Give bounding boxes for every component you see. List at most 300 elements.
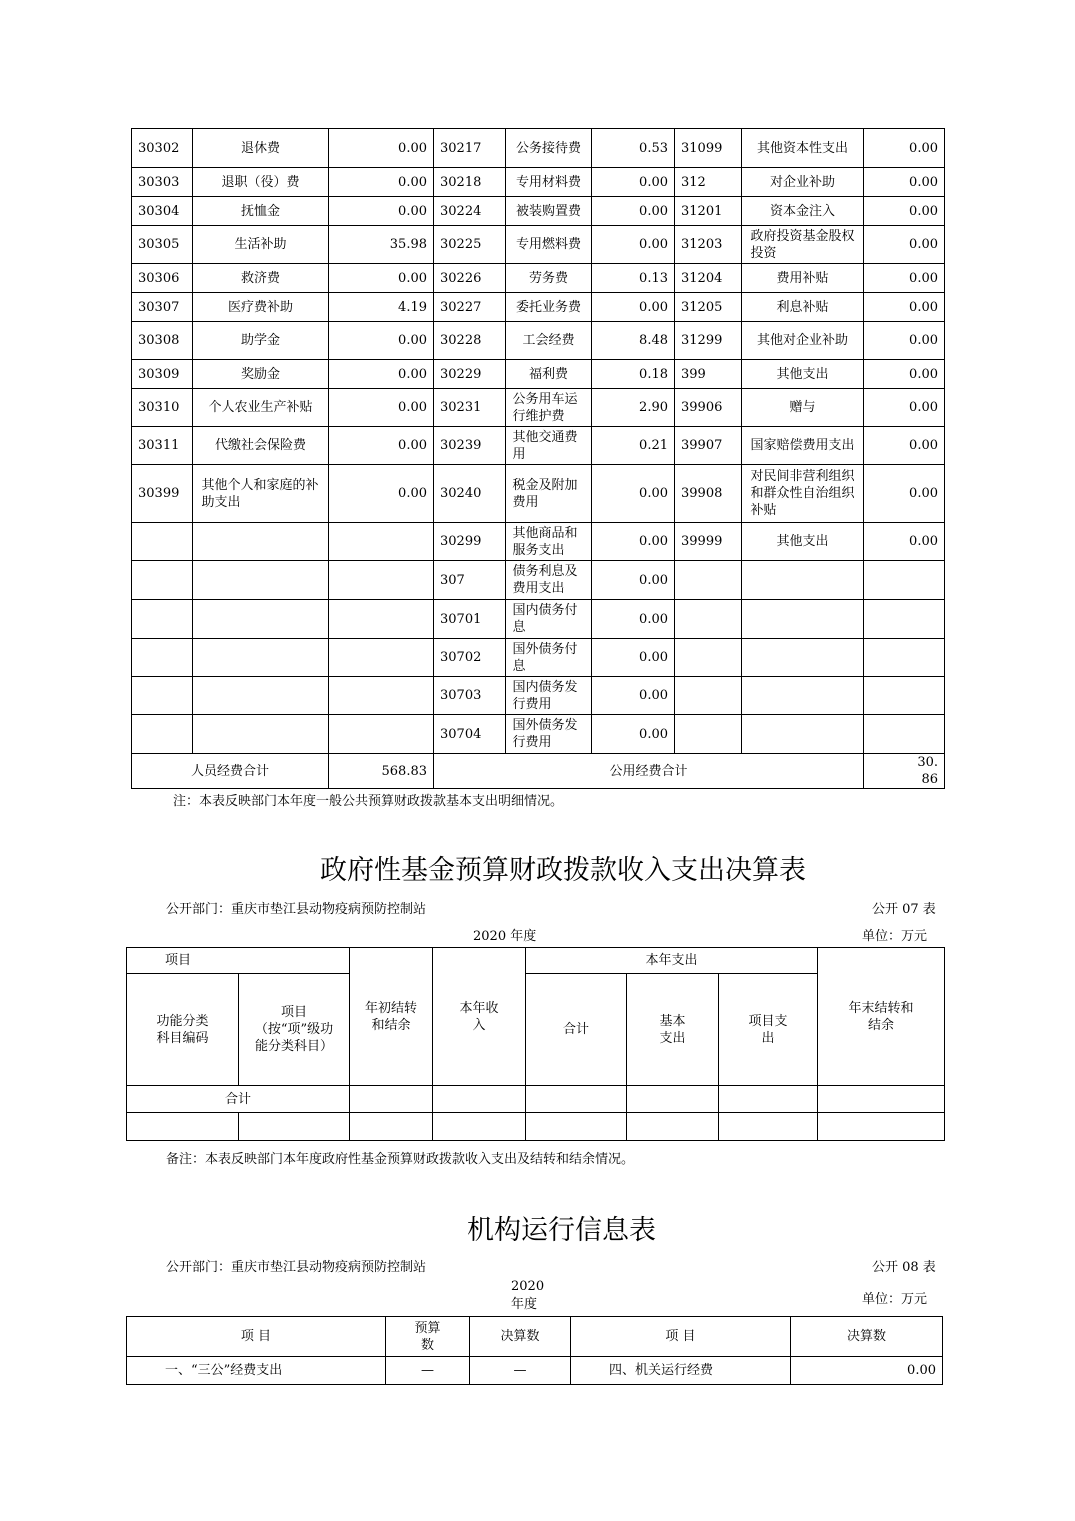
fund-empty-row bbox=[127, 1113, 945, 1141]
fund-h-income-text: 本年收入 bbox=[459, 1000, 499, 1033]
cell-text: 利息补贴 bbox=[776, 299, 829, 315]
cell-text: 0.18 bbox=[639, 366, 668, 382]
cell-text: 0.00 bbox=[909, 400, 938, 415]
cell-amount-2 bbox=[592, 264, 675, 293]
cell-text: 30309 bbox=[138, 366, 180, 382]
cell-text: 公务接待费 bbox=[515, 140, 581, 156]
fund-header-row-1 bbox=[127, 948, 945, 974]
cell-text: 奖励金 bbox=[240, 366, 280, 382]
cell-text: 30704 bbox=[440, 726, 482, 742]
cell-text: 0.00 bbox=[639, 486, 668, 501]
cell-amount-1 bbox=[329, 129, 434, 168]
cell-amount-3 bbox=[864, 293, 945, 322]
cell-text: 0.00 bbox=[639, 174, 668, 190]
org-row bbox=[127, 1357, 943, 1385]
cell-text: 30306 bbox=[138, 270, 180, 286]
cell-code-1 bbox=[132, 639, 193, 677]
cell-text: 医疗费补助 bbox=[227, 299, 293, 315]
cell-name-1 bbox=[193, 677, 329, 715]
cell-amount-2 bbox=[592, 427, 675, 465]
cell-name-2 bbox=[506, 639, 592, 677]
cell-name-3 bbox=[742, 715, 864, 754]
cell-text: 0.00 bbox=[639, 611, 668, 627]
fund-cell bbox=[818, 1113, 945, 1141]
cell-text: 其他个人和家庭的补助支出 bbox=[201, 477, 319, 510]
cell-code-3 bbox=[675, 129, 742, 168]
cell-text: 30310 bbox=[138, 400, 180, 415]
cell-text: 30229 bbox=[440, 366, 482, 382]
cell-code-2 bbox=[434, 465, 506, 523]
cell-text: 国内债务付息 bbox=[512, 603, 578, 635]
cell-name-3 bbox=[742, 389, 864, 427]
fund-cell bbox=[818, 1086, 945, 1113]
cell-text: 0.00 bbox=[639, 650, 668, 665]
cell-name-1 bbox=[193, 523, 329, 561]
cell-code-3 bbox=[675, 226, 742, 264]
cell-name-1 bbox=[193, 427, 329, 465]
org-r1-budget: — bbox=[386, 1357, 470, 1385]
cell-text: 39908 bbox=[681, 486, 723, 501]
cell-amount-1 bbox=[329, 226, 434, 264]
cell-amount-1 bbox=[329, 523, 434, 561]
cell-amount-3 bbox=[864, 465, 945, 523]
cell-name-2 bbox=[506, 264, 592, 293]
cell-text: 30302 bbox=[138, 140, 180, 156]
cell-text: 其他交通费用 bbox=[512, 429, 578, 462]
cell-amount-3 bbox=[864, 639, 945, 677]
cell-amount-1 bbox=[329, 639, 434, 677]
fund-cell bbox=[526, 1086, 627, 1113]
cell-code-1 bbox=[132, 465, 193, 523]
cell-code-1 bbox=[132, 129, 193, 168]
cell-text: 被装购置费 bbox=[515, 203, 581, 219]
cell-code-2 bbox=[434, 129, 506, 168]
cell-text: 0.00 bbox=[909, 270, 938, 286]
cell-text: 30311 bbox=[138, 438, 180, 453]
cell-text: 307 bbox=[440, 572, 465, 588]
cell-text: 0.00 bbox=[909, 366, 938, 382]
cell-amount-1 bbox=[329, 322, 434, 360]
cell-text: 资本金注入 bbox=[769, 203, 835, 219]
cell-text: 0.00 bbox=[398, 366, 427, 382]
cell-text: 31204 bbox=[681, 270, 723, 286]
fund-h-item: 项目 bbox=[127, 948, 350, 974]
cell-text: 30239 bbox=[440, 438, 482, 453]
table-row bbox=[132, 427, 945, 465]
cell-name-2 bbox=[506, 129, 592, 168]
cell-text: 退休费 bbox=[240, 140, 280, 156]
cell-amount-2 bbox=[592, 226, 675, 264]
cell-name-2 bbox=[506, 293, 592, 322]
cell-name-2 bbox=[506, 715, 592, 754]
fund-cell bbox=[719, 1086, 818, 1113]
fund-h-expense: 本年支出 bbox=[526, 948, 818, 974]
cell-text: 30305 bbox=[138, 237, 180, 252]
cell-text: 4.19 bbox=[398, 299, 427, 315]
cell-name-1 bbox=[193, 264, 329, 293]
cell-name-3 bbox=[742, 226, 864, 264]
cell-text: 赠与 bbox=[789, 400, 816, 415]
cell-code-3 bbox=[675, 322, 742, 360]
cell-text: 0.00 bbox=[639, 572, 668, 588]
cell-code-2 bbox=[434, 715, 506, 754]
cell-name-1 bbox=[193, 639, 329, 677]
cell-code-2 bbox=[434, 293, 506, 322]
cell-code-3 bbox=[675, 293, 742, 322]
cell-name-2 bbox=[506, 226, 592, 264]
cell-amount-3 bbox=[864, 561, 945, 600]
cell-text: 0.00 bbox=[398, 203, 427, 219]
cell-name-1 bbox=[193, 715, 329, 754]
cell-name-3 bbox=[742, 322, 864, 360]
public-total-value-text: 30.86 bbox=[917, 755, 938, 787]
cell-text: 30702 bbox=[440, 650, 482, 665]
cell-text: 0.00 bbox=[639, 688, 668, 703]
cell-text: 0.00 bbox=[398, 140, 427, 156]
cell-text: 8.48 bbox=[639, 333, 668, 348]
cell-code-3 bbox=[675, 715, 742, 754]
cell-name-1 bbox=[193, 322, 329, 360]
fund-note: 备注：本表反映部门本年度政府性基金预算财政拨款收入支出及结转和结余情况。 bbox=[166, 1152, 635, 1167]
cell-name-2 bbox=[506, 523, 592, 561]
org-r1-item: 一、“三公”经费支出 bbox=[127, 1357, 386, 1385]
org-operation-table bbox=[126, 1316, 943, 1385]
table-row bbox=[132, 168, 945, 197]
cell-text: 国外债务发行费用 bbox=[512, 718, 578, 750]
org-h-item: 项 目 bbox=[127, 1317, 386, 1357]
cell-text: 对民间非营利组织和群众性自治组织补贴 bbox=[750, 469, 855, 518]
personnel-total-label: 人员经费合计 bbox=[132, 754, 329, 789]
fund-table-code: 公开 07 表 bbox=[872, 902, 936, 917]
cell-text: 30240 bbox=[440, 486, 482, 501]
cell-name-3 bbox=[742, 360, 864, 389]
basic-expenditure-detail-table bbox=[131, 128, 945, 789]
cell-amount-2 bbox=[592, 600, 675, 639]
cell-code-1 bbox=[132, 360, 193, 389]
cell-text: 税金及附加费用 bbox=[512, 477, 578, 510]
cell-amount-2 bbox=[592, 465, 675, 523]
cell-code-2 bbox=[434, 197, 506, 226]
org-r1-final2: 0.00 bbox=[791, 1357, 943, 1385]
cell-text: 0.00 bbox=[398, 486, 427, 501]
cell-text: 国家赔偿费用支出 bbox=[750, 438, 855, 453]
fund-cell bbox=[719, 1113, 818, 1141]
cell-amount-2 bbox=[592, 639, 675, 677]
cell-name-1 bbox=[193, 561, 329, 600]
cell-name-2 bbox=[506, 322, 592, 360]
org-r1-final: — bbox=[470, 1357, 571, 1385]
cell-text: 30225 bbox=[440, 237, 482, 252]
table-row bbox=[132, 523, 945, 561]
fund-cell bbox=[627, 1086, 719, 1113]
cell-text: 399 bbox=[681, 366, 706, 382]
fund-cell bbox=[433, 1113, 526, 1141]
cell-text: 39907 bbox=[681, 438, 723, 453]
fund-total-row bbox=[127, 1086, 945, 1113]
cell-amount-2 bbox=[592, 168, 675, 197]
table-row bbox=[132, 389, 945, 427]
fund-dept: 公开部门：重庆市垫江县动物疫病预防控制站 bbox=[166, 902, 427, 917]
table-row bbox=[132, 322, 945, 360]
cell-name-1 bbox=[193, 226, 329, 264]
cell-text: 其他支出 bbox=[776, 366, 829, 382]
cell-text: 0.00 bbox=[398, 174, 427, 190]
cell-name-3 bbox=[742, 600, 864, 639]
cell-amount-2 bbox=[592, 322, 675, 360]
cell-text: 30399 bbox=[138, 486, 180, 501]
cell-text: 312 bbox=[681, 174, 706, 190]
fund-cell bbox=[350, 1113, 433, 1141]
cell-text: 30218 bbox=[440, 174, 482, 190]
fund-h-total: 合计 bbox=[526, 974, 627, 1086]
table-row bbox=[132, 226, 945, 264]
cell-text: 0.00 bbox=[639, 203, 668, 219]
cell-code-2 bbox=[434, 677, 506, 715]
cell-code-3 bbox=[675, 427, 742, 465]
cell-text: 0.00 bbox=[398, 333, 427, 348]
fund-cell bbox=[127, 1113, 239, 1141]
cell-name-3 bbox=[742, 168, 864, 197]
cell-text: 2.90 bbox=[639, 400, 668, 415]
cell-text: 0.00 bbox=[909, 333, 938, 348]
cell-text: 0.00 bbox=[909, 140, 938, 156]
cell-name-2 bbox=[506, 465, 592, 523]
cell-name-3 bbox=[742, 129, 864, 168]
fund-h-income bbox=[433, 948, 526, 1086]
fund-h-basic bbox=[627, 974, 719, 1086]
cell-amount-1 bbox=[329, 389, 434, 427]
cell-text: 30703 bbox=[440, 688, 482, 703]
cell-text: 0.00 bbox=[909, 299, 938, 315]
table-row bbox=[132, 197, 945, 226]
cell-name-1 bbox=[193, 293, 329, 322]
table-row bbox=[132, 293, 945, 322]
table-row bbox=[132, 561, 945, 600]
cell-name-3 bbox=[742, 639, 864, 677]
cell-amount-2 bbox=[592, 523, 675, 561]
cell-text: 债务利息及费用支出 bbox=[512, 564, 578, 596]
cell-text: 委托业务费 bbox=[515, 299, 581, 315]
cell-code-3 bbox=[675, 197, 742, 226]
cell-code-2 bbox=[434, 360, 506, 389]
cell-name-2 bbox=[506, 389, 592, 427]
cell-text: 0.00 bbox=[398, 270, 427, 286]
cell-amount-1 bbox=[329, 427, 434, 465]
totals-row bbox=[132, 754, 945, 789]
cell-name-3 bbox=[742, 523, 864, 561]
cell-name-1 bbox=[193, 600, 329, 639]
cell-code-1 bbox=[132, 561, 193, 600]
cell-text: 35.98 bbox=[389, 237, 427, 252]
cell-code-1 bbox=[132, 677, 193, 715]
fund-total-label: 合计 bbox=[127, 1086, 350, 1113]
cell-text: 0.00 bbox=[398, 400, 427, 415]
table-row bbox=[132, 360, 945, 389]
cell-amount-2 bbox=[592, 197, 675, 226]
cell-text: 对企业补助 bbox=[769, 174, 835, 190]
personnel-total-value: 568.83 bbox=[329, 754, 434, 789]
cell-text: 30231 bbox=[440, 400, 482, 415]
cell-text: 39999 bbox=[681, 534, 723, 549]
org-h-budget bbox=[386, 1317, 470, 1357]
cell-amount-3 bbox=[864, 264, 945, 293]
cell-amount-3 bbox=[864, 360, 945, 389]
cell-code-1 bbox=[132, 226, 193, 264]
cell-text: 0.00 bbox=[909, 203, 938, 219]
fund-cell bbox=[239, 1113, 350, 1141]
org-header-row bbox=[127, 1317, 943, 1357]
cell-text: 劳务费 bbox=[528, 270, 568, 286]
cell-amount-1 bbox=[329, 293, 434, 322]
cell-text: 其他支出 bbox=[776, 534, 829, 549]
cell-text: 31299 bbox=[681, 333, 723, 348]
cell-amount-3 bbox=[864, 129, 945, 168]
cell-amount-1 bbox=[329, 600, 434, 639]
cell-code-1 bbox=[132, 427, 193, 465]
cell-text: 抚恤金 bbox=[240, 203, 280, 219]
cell-code-3 bbox=[675, 639, 742, 677]
org-dept: 公开部门：重庆市垫江县动物疫病预防控制站 bbox=[166, 1260, 427, 1275]
table-row bbox=[132, 715, 945, 754]
cell-name-2 bbox=[506, 427, 592, 465]
cell-name-1 bbox=[193, 168, 329, 197]
cell-name-3 bbox=[742, 264, 864, 293]
cell-text: 0.21 bbox=[639, 438, 668, 453]
cell-code-1 bbox=[132, 389, 193, 427]
cell-amount-3 bbox=[864, 427, 945, 465]
cell-text: 专用材料费 bbox=[515, 174, 581, 190]
cell-amount-1 bbox=[329, 264, 434, 293]
cell-text: 0.00 bbox=[909, 237, 938, 252]
cell-text: 30299 bbox=[440, 534, 482, 549]
cell-code-1 bbox=[132, 264, 193, 293]
cell-text: 退职（役）费 bbox=[221, 174, 300, 190]
fund-h-func-code bbox=[127, 974, 239, 1086]
cell-text: 政府投资基金股权投资 bbox=[750, 228, 855, 261]
cell-text: 39906 bbox=[681, 400, 723, 415]
table-body bbox=[132, 129, 945, 754]
table-note: 注：本表反映部门本年度一般公共预算财政拨款基本支出明细情况。 bbox=[173, 794, 564, 809]
fund-h-item-name bbox=[239, 974, 350, 1086]
cell-name-3 bbox=[742, 197, 864, 226]
cell-code-3 bbox=[675, 264, 742, 293]
fund-cell bbox=[526, 1113, 627, 1141]
org-table-code: 公开 08 表 bbox=[872, 1260, 936, 1275]
cell-code-2 bbox=[434, 523, 506, 561]
cell-code-3 bbox=[675, 523, 742, 561]
cell-text: 工会经费 bbox=[522, 333, 575, 348]
cell-name-3 bbox=[742, 677, 864, 715]
cell-name-2 bbox=[506, 168, 592, 197]
cell-text: 个人农业生产补贴 bbox=[208, 400, 313, 415]
fund-unit: 单位：万元 bbox=[862, 929, 928, 944]
table-row bbox=[132, 639, 945, 677]
cell-text: 其他商品和服务支出 bbox=[512, 525, 578, 558]
cell-text: 31099 bbox=[681, 140, 723, 156]
cell-text: 国外债务付息 bbox=[512, 641, 578, 674]
cell-text: 30217 bbox=[440, 140, 482, 156]
cell-name-2 bbox=[506, 561, 592, 600]
cell-text: 福利费 bbox=[528, 366, 568, 382]
cell-text: 31201 bbox=[681, 203, 723, 219]
cell-text: 0.00 bbox=[909, 534, 938, 549]
cell-text: 30701 bbox=[440, 611, 482, 627]
fund-h-end bbox=[818, 948, 945, 1086]
cell-text: 30304 bbox=[138, 203, 180, 219]
cell-amount-3 bbox=[864, 523, 945, 561]
fund-table-title: 政府性基金预算财政拨款收入支出决算表 bbox=[320, 855, 806, 886]
cell-text: 费用补贴 bbox=[776, 270, 829, 286]
fund-h-project bbox=[719, 974, 818, 1086]
cell-name-1 bbox=[193, 389, 329, 427]
cell-code-1 bbox=[132, 197, 193, 226]
fund-cell bbox=[433, 1086, 526, 1113]
cell-code-3 bbox=[675, 561, 742, 600]
fund-h-begin-text: 年初结转和结余 bbox=[365, 1000, 418, 1033]
org-h-item2: 项 目 bbox=[571, 1317, 791, 1357]
fund-h-basic-text: 基本支出 bbox=[659, 1013, 686, 1046]
cell-text: 0.00 bbox=[398, 438, 427, 453]
cell-text: 0.53 bbox=[639, 140, 668, 156]
cell-code-1 bbox=[132, 168, 193, 197]
cell-amount-2 bbox=[592, 389, 675, 427]
cell-amount-2 bbox=[592, 293, 675, 322]
cell-amount-1 bbox=[329, 715, 434, 754]
org-h-final: 决算数 bbox=[470, 1317, 571, 1357]
cell-amount-1 bbox=[329, 197, 434, 226]
cell-name-2 bbox=[506, 197, 592, 226]
cell-text: 30226 bbox=[440, 270, 482, 286]
table-row bbox=[132, 677, 945, 715]
cell-amount-3 bbox=[864, 715, 945, 754]
cell-code-2 bbox=[434, 600, 506, 639]
cell-code-3 bbox=[675, 360, 742, 389]
table-row bbox=[132, 264, 945, 293]
cell-amount-1 bbox=[329, 561, 434, 600]
cell-text: 0.00 bbox=[639, 534, 668, 549]
cell-text: 31203 bbox=[681, 237, 723, 252]
cell-text: 0.00 bbox=[909, 438, 938, 453]
cell-amount-1 bbox=[329, 360, 434, 389]
cell-text: 30224 bbox=[440, 203, 482, 219]
fund-h-project-text: 项目支出 bbox=[748, 1013, 788, 1046]
cell-text: 0.00 bbox=[639, 299, 668, 315]
fund-cell bbox=[350, 1086, 433, 1113]
cell-code-2 bbox=[434, 322, 506, 360]
cell-name-1 bbox=[193, 360, 329, 389]
cell-text: 其他对企业补助 bbox=[756, 333, 848, 348]
cell-code-1 bbox=[132, 322, 193, 360]
cell-amount-3 bbox=[864, 322, 945, 360]
cell-code-3 bbox=[675, 677, 742, 715]
org-h-final2: 决算数 bbox=[791, 1317, 943, 1357]
cell-amount-3 bbox=[864, 197, 945, 226]
fund-h-begin bbox=[350, 948, 433, 1086]
table-row bbox=[132, 129, 945, 168]
cell-name-1 bbox=[193, 465, 329, 523]
cell-amount-2 bbox=[592, 561, 675, 600]
org-unit: 单位：万元 bbox=[862, 1292, 928, 1307]
cell-text: 生活补助 bbox=[234, 237, 287, 252]
org-h-budget-text: 预算数 bbox=[414, 1320, 441, 1353]
cell-text: 0.00 bbox=[909, 486, 938, 501]
cell-amount-3 bbox=[864, 677, 945, 715]
cell-name-3 bbox=[742, 561, 864, 600]
cell-name-1 bbox=[193, 197, 329, 226]
cell-amount-3 bbox=[864, 226, 945, 264]
org-r1-item2: 四、机关运行经费 bbox=[571, 1357, 791, 1385]
cell-text: 30307 bbox=[138, 299, 180, 315]
